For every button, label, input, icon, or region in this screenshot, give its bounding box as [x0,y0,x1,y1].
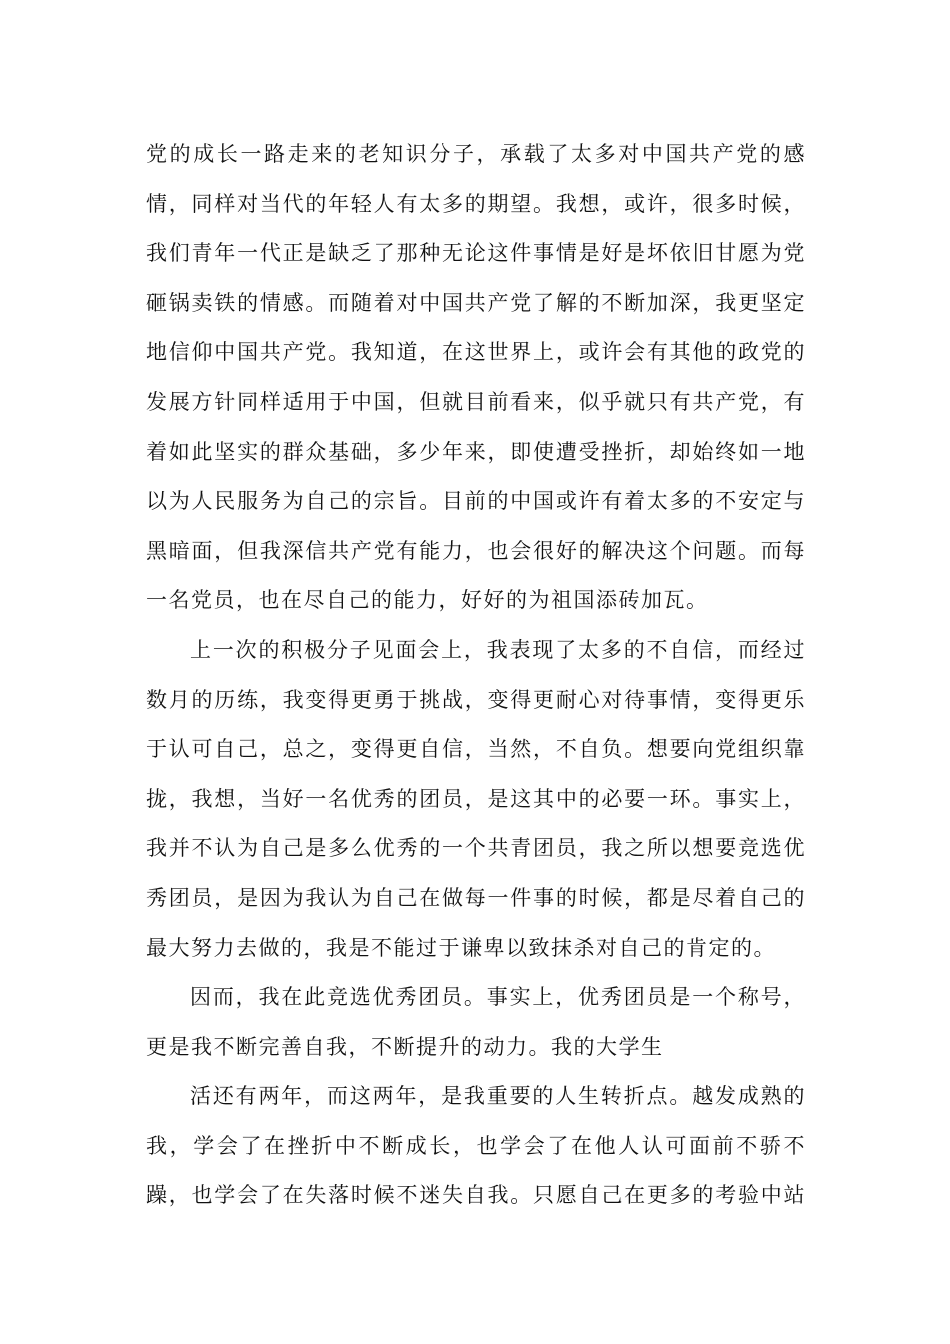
text-line: 拢，我想，当好一名优秀的团员，是这其中的必要一环。事实上， [146,786,806,811]
text-line: 更是我不断完善自我，不断提升的动力。我的大学生 [146,1034,664,1059]
text-line: 我并不认为自己是多么优秀的一个共青团员，我之所以想要竞选优 [146,836,806,861]
text-line: 党的成长一路走来的老知识分子，承载了太多对中国共产党的感 [146,142,806,166]
text-line: 上一次的积极分子见面会上，我表现了太多的不自信，而经过 [190,637,806,662]
text-line: 地信仰中国共产党。我知道，在这世界上，或许会有其他的政党的 [146,340,806,365]
text-line: 于认可自己，总之，变得更自信，当然，不自负。想要向党组织靠 [146,737,806,762]
text-line: 一名党员，也在尽自己的能力，好好的为祖国添砖加瓦。 [146,588,709,613]
text-line: 我，学会了在挫折中不断成长，也学会了在他人认可面前不骄不 [146,1133,806,1158]
text-line: 因而，我在此竞选优秀团员。事实上，优秀团员是一个称号， [190,985,806,1010]
text-line: 砸锅卖铁的情感。而随着对中国共产党了解的不断加深，我更坚定 [146,290,806,315]
text-line: 着如此坚实的群众基础，多少年来，即使遭受挫折，却始终如一地 [146,439,806,464]
text-line: 以为人民服务为自己的宗旨。目前的中国或许有着太多的不安定与 [146,489,806,514]
text-line: 活还有两年，而这两年，是我重要的人生转折点。越发成熟的 [190,1084,806,1109]
text-line: 我们青年一代正是缺乏了那种无论这件事情是好是坏依旧甘愿为党 [146,241,806,266]
text-line: 发展方针同样适用于中国，但就目前看来，似乎就只有共产党，有 [146,389,806,414]
text-line: 情，同样对当代的年轻人有太多的期望。我想，或许，很多时候， [146,191,806,216]
text-line: 躁，也学会了在失落时候不迷失自我。只愿自己在更多的考验中站 [146,1183,806,1208]
body-text [146,130,806,1221]
text-line: 秀团员，是因为我认为自己在做每一件事的时候，都是尽着自己的 [146,885,806,910]
text-line: 最大努力去做的，我是不能过于谦卑以致抹杀对自己的肯定的。 [146,935,776,960]
text-line: 黑暗面，但我深信共产党有能力，也会很好的解决这个问题。而每 [146,538,806,563]
text-line: 数月的历练，我变得更勇于挑战，变得更耐心对待事情，变得更乐 [146,687,806,712]
